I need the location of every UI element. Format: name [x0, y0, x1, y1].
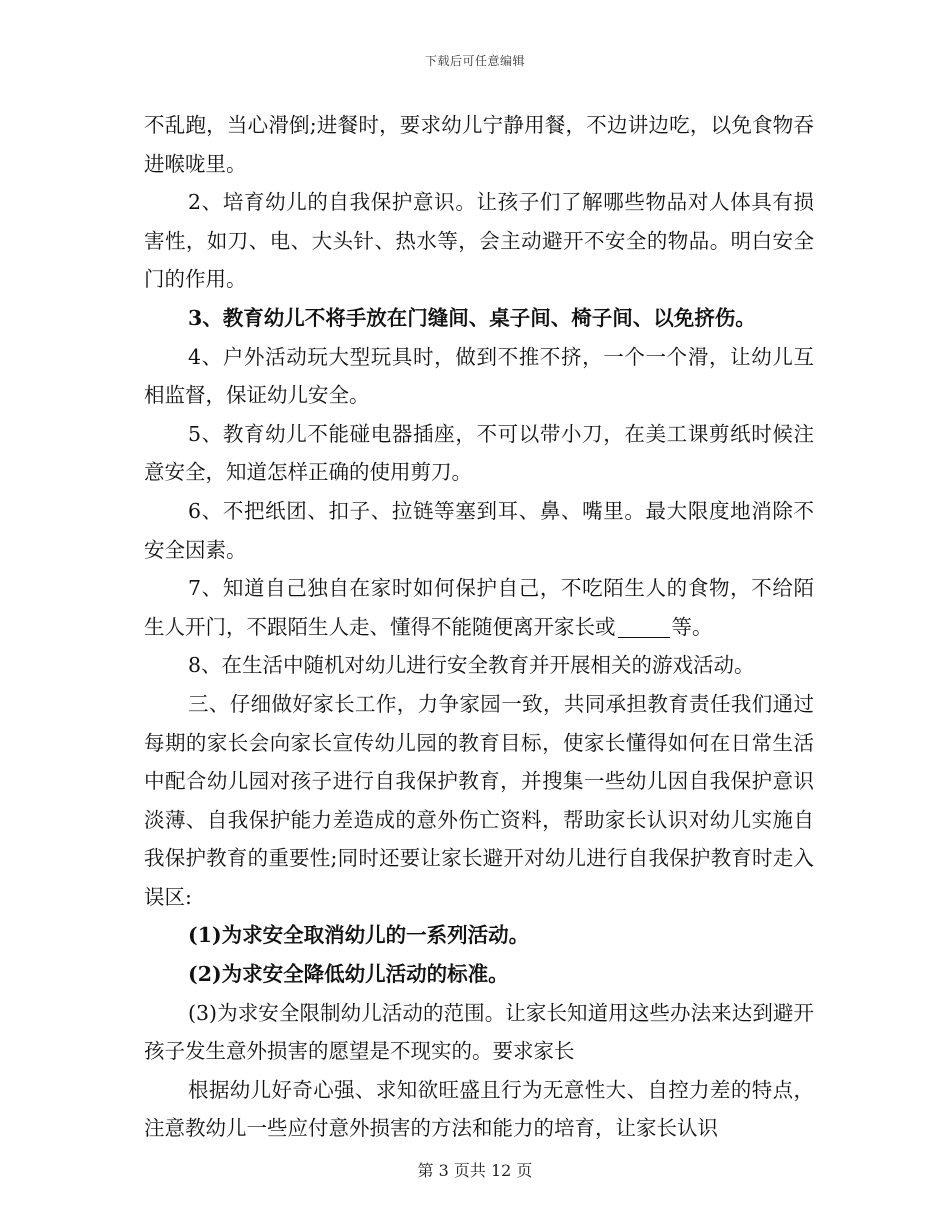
paragraph-misconception-2: (2)为求安全降低幼儿活动的标准。: [188, 962, 509, 987]
paragraph-item-6: 6、不把纸团、扣子、拉链等塞到耳、鼻、嘴里。最大限度地消除不安全因素。: [144, 498, 814, 562]
paragraph-item-8: 8、在生活中随机对幼儿进行安全教育并开展相关的游戏活动。: [188, 653, 755, 678]
paragraph-section-3: 三、仔细做好家长工作，力争家园一致，共同承担教育责任我们通过每期的家长会向家长宣传幼儿园的教育目标，使家长懂得如何在日常生活中配合幼儿园对孩子进行自我保护教育，并搜集一些幼儿因自我保护意识淡薄、自我保护能力差造成的意外伤亡资料，帮助家长认识对幼儿实施自我保护教育的重要性;同时还要让家长避开对幼儿进行自我保护教育时走入误区:: [144, 691, 814, 909]
paragraph-item-7-suffix: 等。: [671, 614, 713, 639]
paragraph-item-7: [144, 569, 814, 646]
paragraph-continuation: 不乱跑，当心滑倒;进餐时，要求幼儿宁静用餐，不边讲边吃，以免食物吞进喉咙里。: [144, 113, 814, 176]
paragraph-item-4: 4、户外活动玩大型玩具时，做到不推不挤，一个一个滑，让幼儿互相监督，保证幼儿安全。: [144, 344, 814, 408]
page-footer: 第 3 页共 12 页: [417, 1161, 533, 1180]
document-body: [144, 106, 814, 1148]
paragraph-misconception-3: (3)为求安全限制幼儿活动的范围。让家长知道用这些办法来达到避开孩子发生意外损害的愿望是不现实的。要求家长: [144, 1000, 814, 1064]
paragraph-item-7-text: 7、知道自己独自在家时如何保护自己，不吃陌生人的食物，不给陌生人开门，不跟陌生人走、懂得不能随便离开家长或: [144, 576, 814, 639]
fill-in-blank: [618, 616, 670, 638]
paragraph-closing: 根据幼儿好奇心强、求知欲旺盛且行为无意性大、自控力差的特点，注意教幼儿一些应付意外损害的方法和能力的培育，让家长认识: [144, 1077, 814, 1141]
paragraph-item-2: 2、培育幼儿的自我保护意识。让孩子们了解哪些物品对人体具有损害性，如刀、电、大头针、热水等，会主动避开不安全的物品。明白安全门的作用。: [144, 190, 814, 292]
page-header: 下载后可任意编辑: [424, 54, 525, 68]
paragraph-item-3: 3、教育幼儿不将手放在门缝间、桌子间、椅子间、以免挤伤。: [188, 305, 756, 330]
paragraph-item-5: 5、教育幼儿不能碰电器插座，不可以带小刀，在美工课剪纸时候注意安全，知道怎样正确的使用剪刀。: [144, 421, 814, 485]
paragraph-misconception-1: (1)为求安全取消幼儿的一系列活动。: [188, 923, 530, 948]
